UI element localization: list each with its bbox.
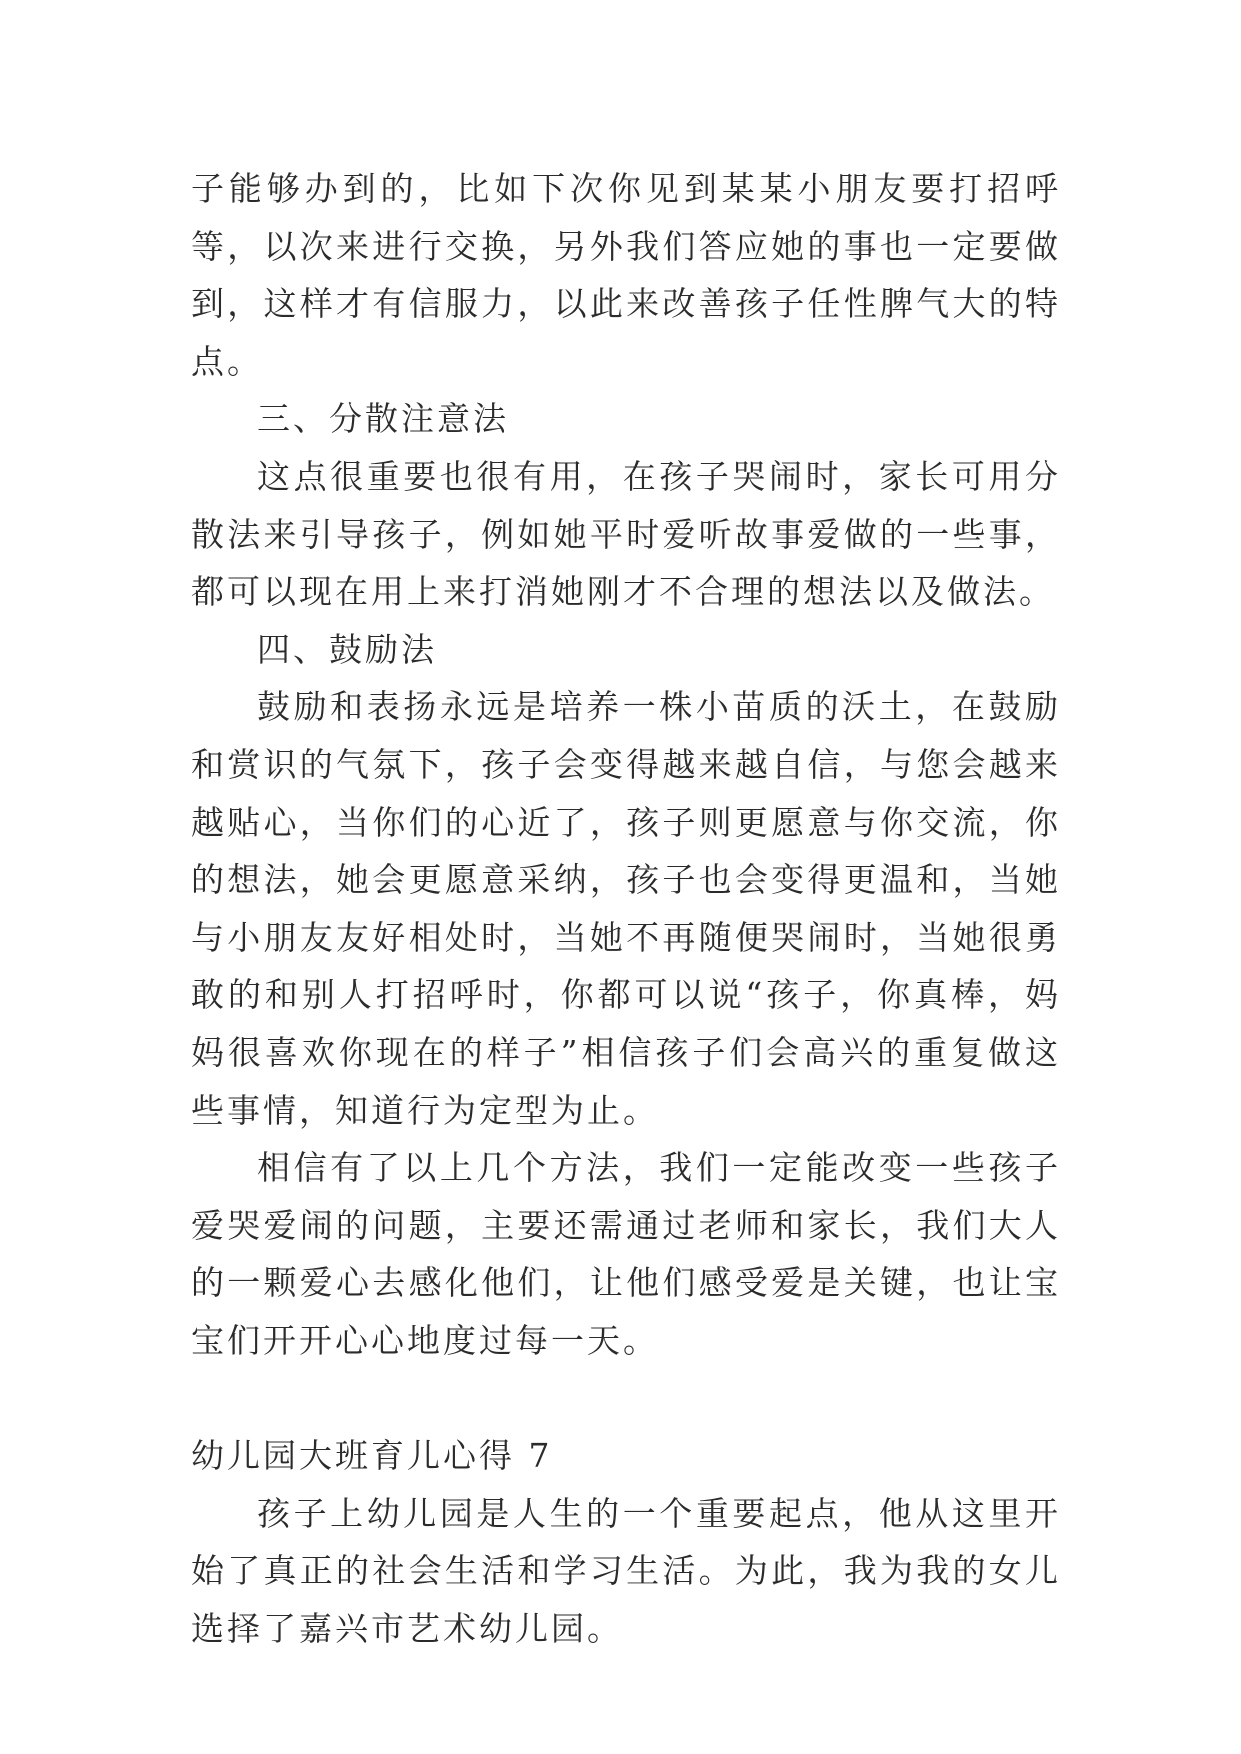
- paragraph-continuation: 子能够办到的，比如下次你见到某某小朋友要打招呼等，以次来进行交换，另外我们答应她的事也一定要做到，这样才有信服力，以此来改善孩子任性脾气大的特点。: [191, 169, 1061, 381]
- paragraph-encouragement: 鼓励和表扬永远是培养一株小苗质的沃土，在鼓励和赏识的气氛下，孩子会变得越来越自信，与您会越来越贴心，当你们的心近了，孩子则更愿意与你交流，你的想法，她会更愿意采纳，孩子也会变得更温和，当她与小朋友友好相处时，当她不再随便哭闹时，当她很勇敢的和别人打招呼时，你都可以说“孩子，你真棒，妈妈很喜欢你现在的样子”相信孩子们会高兴的重复做这些事情，知道行为定型为止。: [191, 687, 1061, 1130]
- subheading-distraction-method: 三、分散注意法: [257, 399, 509, 439]
- paragraph-conclusion: 相信有了以上几个方法，我们一定能改变一些孩子爱哭爱闹的问题，主要还需通过老师和家长，我们大人的一颗爱心去感化他们，让他们感受爱是关键，也让宝宝们开开心心地度过每一天。: [191, 1148, 1061, 1360]
- document-body: [191, 160, 1061, 1657]
- paragraph-section-intro: 孩子上幼儿园是人生的一个重要起点，他从这里开始了真正的社会生活和学习生活。为此，我为我的女儿选择了嘉兴市艺术幼儿园。: [191, 1493, 1061, 1648]
- subheading-encouragement-method: 四、鼓励法: [257, 629, 437, 669]
- paragraph-distraction: 这点很重要也很有用，在孩子哭闹时，家长可用分散法来引导孩子，例如她平时爱听故事爱做的一些事，都可以现在用上来打消她刚才不合理的想法以及做法。: [191, 456, 1061, 612]
- section-title: 幼儿园大班育儿心得 7: [191, 1436, 553, 1476]
